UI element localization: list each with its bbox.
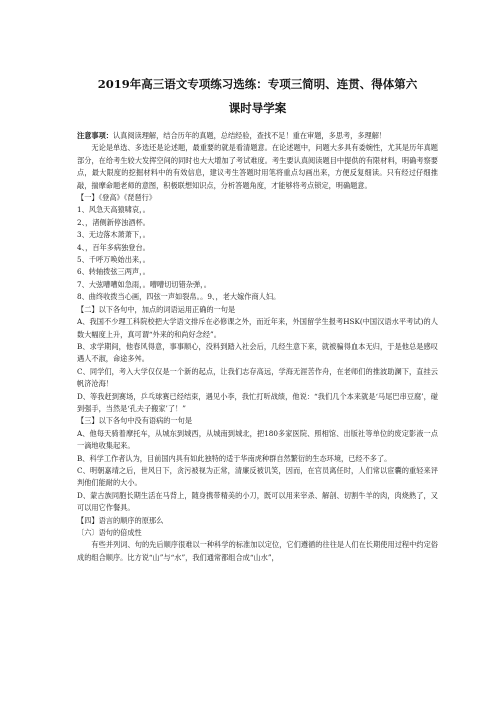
poem-line-5: 5、千呼万唤始出来，。 bbox=[77, 255, 150, 265]
poem-line-4: 4、，百年多病独登台。 bbox=[77, 242, 150, 252]
q2-option-c: C、同学们，考入大学仅仅是一个新的起点，让我们志存高远，学海无涯苦作舟，在老师们的推波助澜下，直挂云帆济沧海！ bbox=[77, 366, 438, 389]
note-paragraph bbox=[77, 130, 438, 142]
section-three-heading: 【三】以下各句中没有语病的一句是 bbox=[77, 416, 193, 426]
poem-line-7: 7、大弦嘈嘈如急雨，。嘈嘈切切错杂弹，。 bbox=[77, 279, 211, 289]
section-four-heading: 【四】语言的顺序的原那么 bbox=[77, 515, 164, 525]
poem-line-8-9: 8、曲终收拨当心画，四弦一声如裂帛。。9、，老大嫁作商人妇。 bbox=[77, 292, 281, 302]
q3-option-d: D、蒙古族同胞长期生活在马背上，随身携带精美的小刀，既可以用来宰杀、解剖、切割牛羊的肉，肉烧熟了，又可以用它作餐具。 bbox=[77, 490, 438, 513]
poem-line-3: 3、无边落木萧萧下，。 bbox=[77, 230, 150, 240]
note-text: 认真阅读理解，结合历年的真题，总结经验，查找不足！重在审题，多思考，多理解！ bbox=[112, 131, 387, 140]
section-two-heading: 【二】以下各句中，加点的词语运用正确的一句是 bbox=[77, 304, 236, 314]
q3-option-c: C、明朝嘉靖之后，世风日下，贪污被视为正常，清廉反被讥笑，因而，在官员离任时，人们常以宦囊的重轻来评判他们能耐的大小。 bbox=[77, 465, 438, 488]
poem-line-1: 1、风急天高猿啸哀，。 bbox=[77, 205, 150, 215]
poem-line-2: 2、，渚侧新停浊酒杯。 bbox=[77, 217, 150, 227]
section-four-paragraph: 有些并列词、句的先后顺序很难以一种科学的标准加以定位，它们遵循的往往是人们在长期使用过程中约定俗成的组合顺序。比方说“山”与“水”，我们通常都组合成“山水”， bbox=[77, 540, 438, 562]
q3-option-a: A、他每天骑着摩托车，从城东到城西，从城南到城北，把180多家医院、照相馆、出版社等单位的废定影液一点一滴地收集起来。 bbox=[77, 428, 438, 451]
q2-option-d: D、等我赶到赛场，乒乓球赛已经结束，遇见小李，我忙打听战绩，他说：“我们几个本来就是‘马尾巴串豆腐’，碰到强手，当然是‘孔夫子搬家’了！” bbox=[77, 391, 438, 413]
intro-paragraph: 无论是单选、多选还是论述题，最重要的就是看清题意。在论述题中，问题大多具有委婉性，尤其是历年真题部分，在给考生较大发挥空间的同时也大大增加了考试难度。考生要认真阅读题目中提供的有限材料，明确考察要点，最大限度的挖掘材料中的有效信息，建议考生答题时用笔将重点勾画出来，方便反复细读。只有经过仔细推敲，揣摩命题老师的意图，积极联想知识点，分析答题角度，才能够将考点锁定，明确题意。 bbox=[77, 143, 438, 190]
q2-option-a: A、我国不少理工科院校把大学语文排斥在必修课之外，而近年来，外国留学生报考HSK(中国汉语水平考试)的人数大幅度上升，真可谓“外来的和尚好念经”。 bbox=[77, 317, 438, 339]
q3-option-b: B、科学工作者认为，目前国内具有如此独特的适于华南虎种群自然繁衍的生态环境，已经不多了。 bbox=[77, 453, 392, 463]
note-label: 注意事项： bbox=[77, 131, 113, 140]
doc-title-line-1: 2019年高三语文专项练习选练：专项三简明、连贯、得体第六 bbox=[97, 77, 418, 91]
q2-option-b: B、求学期间，他春风得意，事事顺心，没料到踏入社会后，几经生意下来，就被骗得血本无归，于是他总是感叹遇人不淑，命途多舛。 bbox=[77, 341, 438, 364]
doc-body bbox=[77, 130, 438, 564]
doc-title-line-2: 课时导学案 bbox=[228, 101, 287, 115]
section-four-subheading: 〔六〕语句的倍成性 bbox=[77, 528, 142, 537]
poem-line-6: 6、转轴拨弦三两声，。 bbox=[77, 267, 150, 277]
section-one-heading: 【一】《登高》《琵琶行》 bbox=[77, 193, 157, 203]
